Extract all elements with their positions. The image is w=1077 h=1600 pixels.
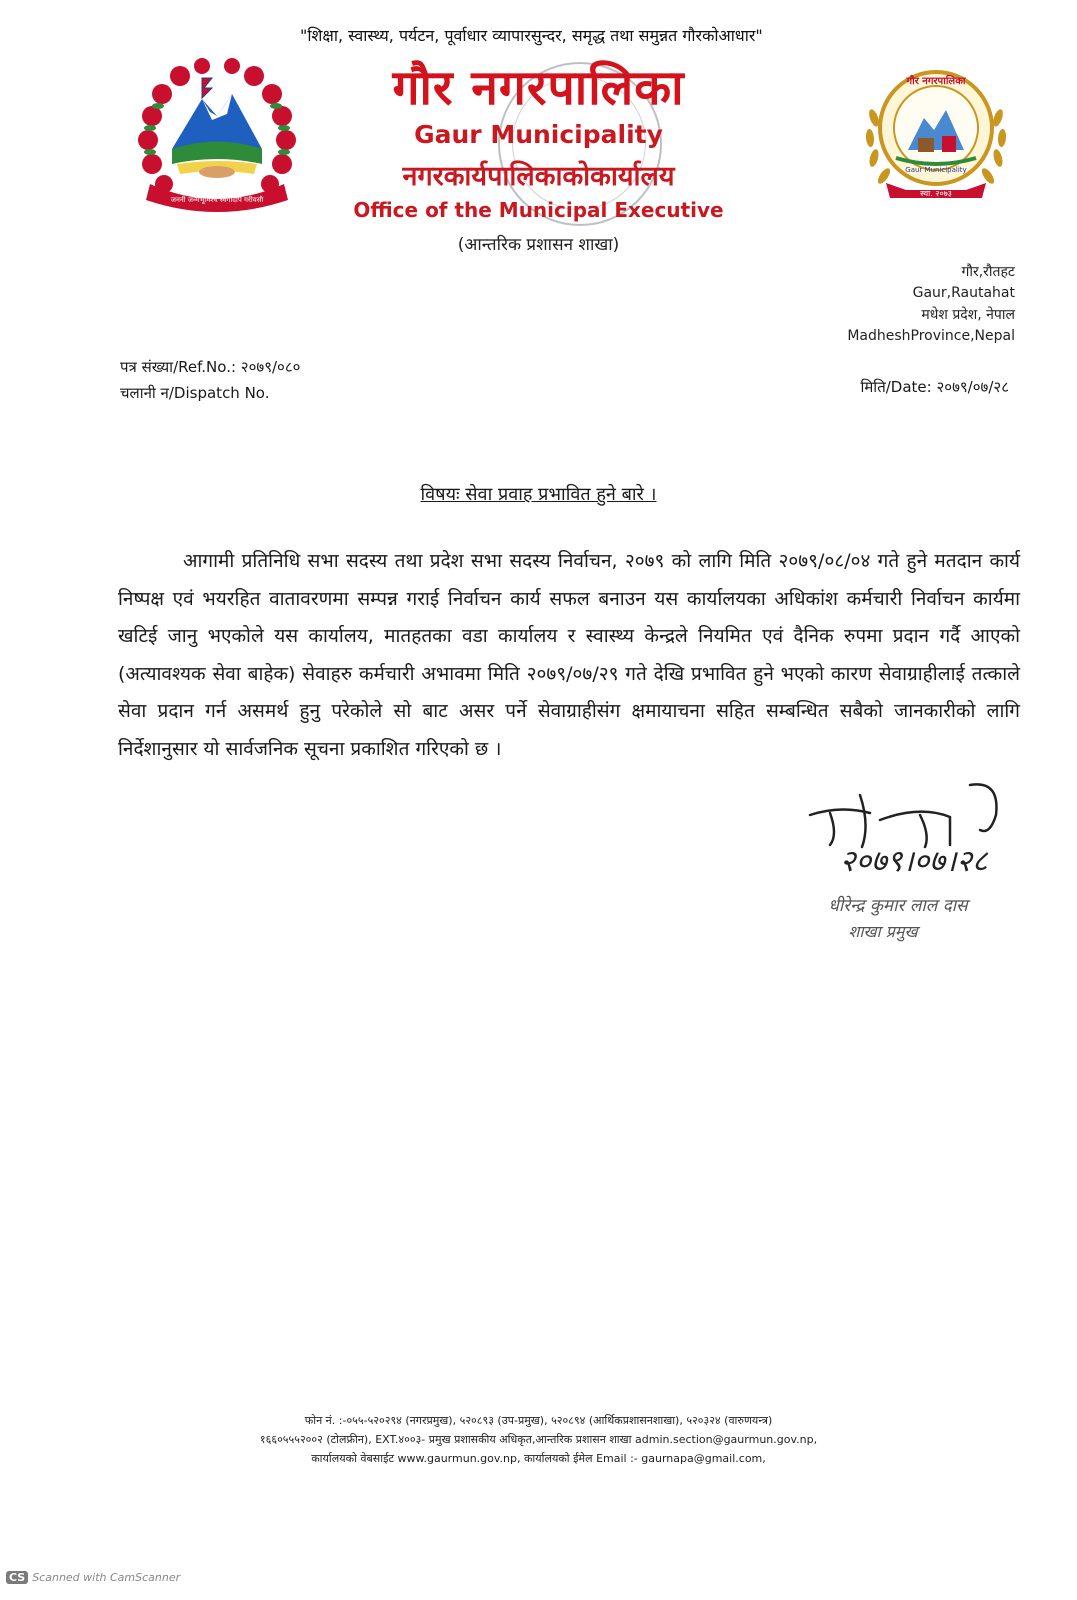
letter-date	[860, 377, 1009, 397]
ref-value: २०७९/०८०	[240, 358, 301, 376]
signature-icon	[800, 775, 1030, 885]
office-title-nepali: नगरकार्यपालिकाकोकार्यालय	[402, 161, 675, 192]
footer-phone-line: फोन नं. :-०५५-५२०२९४ (नगरप्रमुख), ५२०८९३ (उप-प्रमुख), ५२०८९४ (आर्थिकप्रशासनशाखा), ५२०३२४ (वारुणयन्त्र)	[304, 1414, 773, 1427]
office-title-english: Office of the Municipal Executive	[353, 198, 724, 222]
date-label: मिति/Date:	[860, 378, 932, 396]
footer-contact-line: १६६०५५५२००२ (टोलफ्रीन), EXT.४००३- प्रमुख प्रशासकीय अधिकृत,आन्तरिक प्रशासन शाखा admin.section@gaurmun.gov.np,	[259, 1433, 818, 1446]
address-line-1: गौर,रौतहट	[961, 264, 1015, 280]
svg-text:जननी जन्मभूमिश्च स्वर्गादपि गर: जननी जन्मभूमिश्च स्वर्गादपि गरीयसी	[170, 196, 264, 204]
camscanner-text: Scanned with CamScanner	[32, 1571, 181, 1584]
slogan: "शिक्षा, स्वास्थ्य, पर्यटन, पूर्वाधार व्यापारसुन्दर, समृद्ध तथा समुन्नत गौरकोआधार"	[300, 26, 763, 45]
footer-website-line: कार्यालयको वेबसाईट www.gaurmun.gov.np, कार्यालयको ईमेल Email :- gaurnapa@gmail.com,	[311, 1452, 766, 1465]
dispatch-number: चलानी न/Dispatch No.	[120, 384, 270, 402]
address-line-4: MadheshProvince,Nepal	[847, 328, 1015, 344]
signatory-title: शाखा प्रमुख	[848, 922, 918, 941]
branch-name: (आन्तरिक प्रशासन शाखा)	[457, 235, 620, 255]
signatory-name: धीरेन्द्र कुमार लाल दास	[828, 896, 968, 916]
subject-text: विषयः सेवा प्रवाह प्रभावित हुने बारे ।	[420, 484, 657, 505]
municipality-title-nepali: गौर नगरपालिका	[392, 60, 685, 116]
ref-label: पत्र संख्या/Ref.No.:	[120, 358, 237, 376]
camscanner-badge: CS	[6, 1571, 28, 1584]
subject-line	[0, 482, 1077, 506]
address-line-3: मधेश प्रदेश, नेपाल	[921, 307, 1015, 323]
letter-body: आगामी प्रतिनिधि सभा सदस्य तथा प्रदेश सभा सदस्य निर्वाचन, २०७९ को लागि मिति २०७९/०८/०४ गते हुने मतदान कार्य निष्पक्ष एवं भयरहित वातावरणमा सम्पन्न गराई निर्वाचन कार्य सफल बनाउन यस कार्यालयका अधिकांश कर्मचारी निर्वाचन कार्यमा खटिई जानु भएकोले यस कार्यालय, मातहतका वडा कार्यालय र स्वास्थ्य केन्द्रले नियमित एवं दैनिक रुपमा प्रदान गर्दै आएको (अत्यावश्यक सेवा बाहेक) सेवाहरु कर्मचारी अभावमा मिति २०७९/०७/२९ गते देखि प्रभावित हुने भएको कारण सेवाग्राहीलाई तत्काले सेवा प्रदान गर्न असमर्थ हुनु परेकोले सो बाट असर पर्ने सेवाग्राहीसंग क्षमायाचना सहित सम्बन्धित सबैको जानकारीको लागि निर्देशानुसार यो सार्वजनिक सूचना प्रकाशित गरिएको छ ।	[118, 550, 1020, 760]
ref-number	[120, 357, 300, 377]
address-line-2: Gaur,Rautahat	[912, 285, 1015, 301]
municipality-title-english: Gaur Municipality	[414, 120, 663, 149]
svg-text:स्था. २०७३: स्था. २०७३	[920, 189, 952, 198]
date-value: २०७९/०७/२८	[936, 378, 1009, 396]
svg-text:२०७९।०७।२८: २०७९।०७।२८	[840, 844, 988, 879]
camscanner-watermark	[6, 1571, 180, 1584]
svg-text:Gaur Municipality: Gaur Municipality	[905, 166, 967, 174]
svg-text:गौर नगरपालिका: गौर नगरपालिका	[906, 76, 966, 87]
